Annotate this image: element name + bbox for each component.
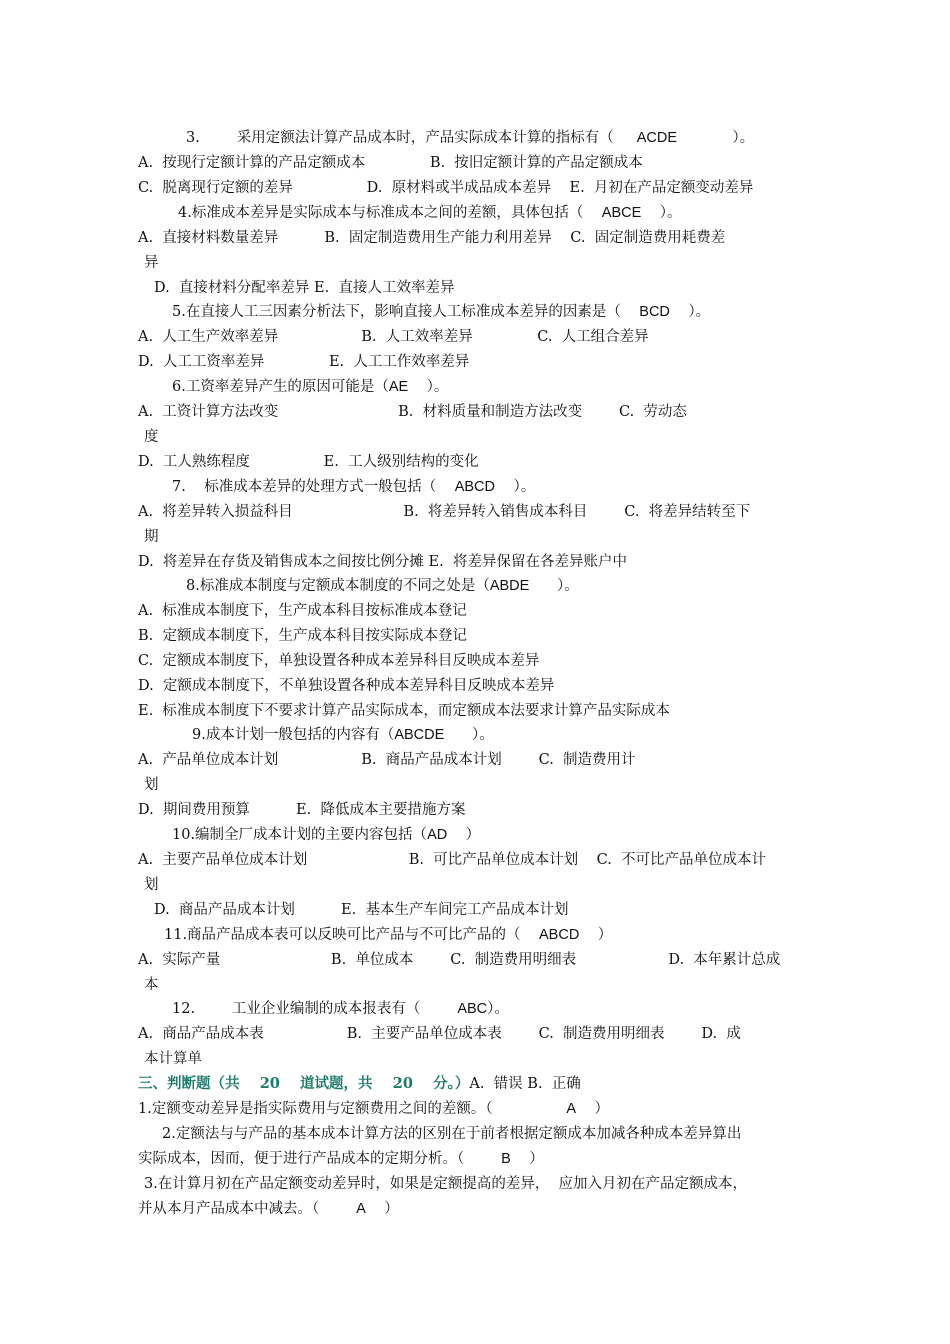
option-line: A. 主要产品单位成本计划 B. 可比产品单位成本计划 C. 不可比产品单位成本计 [138,852,767,868]
option-line: A. 实际产量 B. 单位成本 C. 制造费用明细表 D. 本年累计总成 [138,952,781,968]
option-line: D. 期间费用预算 E. 降低成本主要措施方案 [138,802,466,818]
tf-question-1: 1.定额变动差异是指实际费用与定额费用之间的差额。（ A ） [138,1101,609,1117]
answer-text: ABDE [489,578,530,594]
answer-text: B [501,1151,511,1167]
question-6-stem: 6.工资率差异产生的原因可能是（AE ）。 [172,379,449,395]
answer-text: AD [427,827,448,843]
answer-text: ABC [457,1001,488,1017]
option-continuation: 划 [144,877,159,893]
tf-question-3: 3.在计算月初在产品定额变动差异时，如果是定额提高的差异， 应加入月初在产品定额成本， [144,1176,748,1192]
question-10-stem: 10.编制全厂成本计划的主要内容包括（AD ） [172,827,481,843]
option-line: A. 将差异转入损益科目 B. 将差异转入销售成本科目 C. 将差异结转至下 [138,504,751,520]
section-heading: 三、判断题（共 20 道试题，共 20 分。） [138,1075,470,1092]
option-line: D. 直接材料分配率差异 E. 直接人工效率差异 [154,280,455,296]
answer-text: ABCD [454,479,496,495]
tf-question-2: 2.定额法与与产品的基本成本计算方法的区别在于前者根据定额成本加减各种成本差异算出 [162,1126,742,1142]
question-5-stem: 5.在直接人工三因素分析法下，影响直接人工标准成本差异的因素是（ BCD ）。 [172,304,711,320]
answer-text: ABCD [539,927,580,943]
option-line: A. 商品产品成本表 B. 主要产品单位成本表 C. 制造费用明细表 D. 成 [138,1026,741,1042]
answer-text: A [566,1101,577,1117]
option-line: D. 工人熟练程度 E. 工人级别结构的变化 [138,454,479,470]
option-line: D. 将差异在存货及销售成本之间按比例分摊 E. 将差异保留在各差异账户中 [138,554,627,570]
tf-question-2-cont: 实际成本，因而，便于进行产品成本的定期分析。（ B ） [138,1151,544,1167]
answer-text: ACDE [636,130,678,146]
option-line: C. 定额成本制度下，单独设置各种成本差异科目反映成本差异 [138,653,540,669]
option-line: A. 标准成本制度下，生产成本科目按标准成本登记 [138,603,467,619]
answer-text: BCD [639,304,670,320]
option-continuation: 异 [144,255,159,271]
option-line: D. 定额成本制度下，不单独设置各种成本差异科目反映成本差异 [138,678,555,694]
option-continuation: 本计算单 [144,1051,202,1067]
option-line: A. 人工生产效率差异 B. 人工效率差异 C. 人工组合差异 [138,329,649,345]
question-7-stem: 7. 标准成本差异的处理方式一般包括（ ABCD ）。 [172,479,536,495]
question-12-stem: 12. 工业企业编制的成本报表有（ ABC）。 [172,1001,509,1017]
tf-question-3-cont: 并从本月产品成本中减去。（ A ） [138,1201,399,1217]
option-continuation: 划 [144,777,159,793]
option-line: A. 直接材料数量差异 B. 固定制造费用生产能力利用差异 C. 固定制造费用耗费差 [138,230,726,246]
option-continuation: 本 [144,977,159,993]
question-4-stem: 4.标准成本差异是实际成本与标准成本之间的差额，具体包括（ ABCE ）。 [178,205,682,221]
option-line: B. 定额成本制度下，生产成本科目按实际成本登记 [138,628,467,644]
section-heading-line: 三、判断题（共 20 道试题，共 20 分。）A. 错误 B. 正确 [138,1075,581,1092]
option-line: A. 产品单位成本计划 B. 商品产品成本计划 C. 制造费用计 [138,752,636,768]
option-line: A. 按现行定额计算的产品定额成本 B. 按旧定额计算的产品定额成本 [138,155,643,171]
answer-text: A [356,1201,366,1217]
option-line: C. 脱离现行定额的差异 D. 原材料或半成品成本差异 E. 月初在产品定额变动差异 [138,180,754,196]
option-line: E. 标准成本制度下不要求计算产品实际成本，而定额成本法要求计算产品实际成本 [138,703,670,719]
question-3-stem: 3. 采用定额法计算产品成本时，产品实际成本计算的指标有（ ACDE ）。 [186,130,755,146]
answer-text: ABCDE [394,727,445,743]
option-line: D. 人工工资率差异 E. 人工工作效率差异 [138,354,470,370]
option-line: A. 工资计算方法改变 B. 材料质量和制造方法改变 C. 劳动态 [138,404,687,420]
question-8-stem: 8.标准成本制度与定额成本制度的不同之处是（ABDE ）。 [186,578,579,594]
answer-text: AE [388,379,409,395]
option-continuation: 期 [144,529,159,545]
question-11-stem: 11.商品产品成本表可以反映可比产品与不可比产品的（ ABCD ） [164,927,613,943]
question-9-stem: 9.成本计划一般包括的内容有（ABCDE ）。 [192,727,494,743]
answer-text: ABCE [601,205,642,221]
option-line: D. 商品产品成本计划 E. 基本生产车间完工产品成本计划 [154,902,569,918]
option-continuation: 度 [144,429,159,445]
